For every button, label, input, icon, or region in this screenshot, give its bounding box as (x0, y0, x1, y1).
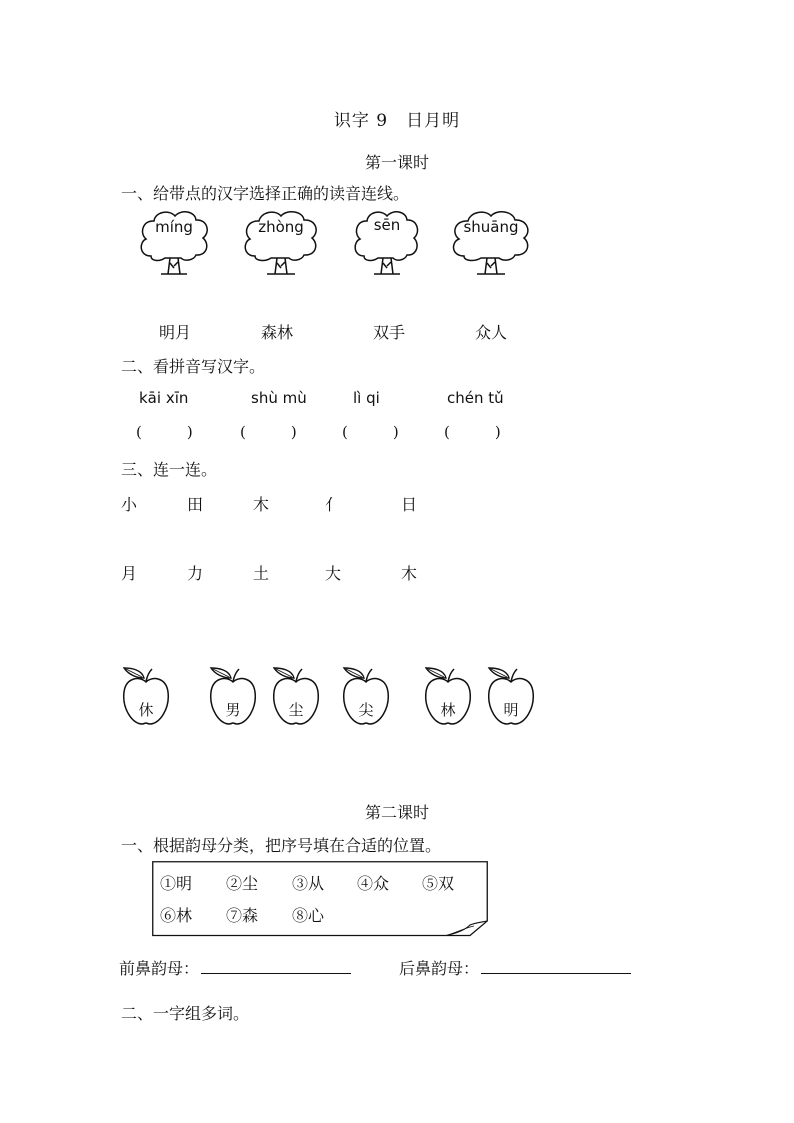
apple-icon (207, 666, 259, 728)
option-item: ⑤双 (422, 874, 455, 893)
option-item: ⑥林 (160, 906, 193, 925)
word-option: 众人 (475, 323, 508, 342)
answer-blank[interactable]: ( ) (240, 423, 297, 441)
back-nasal-label: 后鼻韵母： (399, 959, 480, 978)
match-char-top: 木 (253, 495, 270, 514)
question-3-prompt: 三、连一连。 (121, 460, 218, 479)
lesson-2-question-2-prompt: 二、一字组多词。 (121, 1004, 250, 1023)
back-nasal-row (399, 956, 631, 979)
options-box (152, 861, 488, 935)
tree-icon (352, 208, 422, 276)
match-char-bottom: 月 (121, 564, 138, 583)
front-nasal-label: 前鼻韵母： (119, 959, 200, 978)
option-item: ④众 (357, 874, 390, 893)
tree-pinyin: zhòng (258, 218, 304, 236)
word-option: 森林 (261, 323, 294, 342)
word-option: 双手 (373, 323, 406, 342)
apple-char: 尘 (288, 701, 304, 719)
apple-char: 尖 (358, 701, 374, 719)
option-item: ②尘 (226, 874, 259, 893)
apple-icon (120, 666, 172, 728)
back-nasal-blank[interactable] (481, 959, 631, 974)
pinyin-item: shù mù (251, 389, 307, 407)
pinyin-item: kāi xīn (139, 389, 189, 407)
pinyin-item: chén tǔ (447, 389, 504, 407)
front-nasal-row (119, 956, 351, 979)
answer-blank[interactable]: ( ) (342, 423, 399, 441)
apple-icon (485, 666, 537, 728)
lesson-1-heading: 第一课时 (364, 153, 429, 172)
match-char-top: 亻 (325, 495, 342, 514)
match-char-top: 小 (121, 495, 138, 514)
match-char-bottom: 大 (325, 564, 342, 583)
page-title: 识字 9 日月明 (333, 111, 461, 131)
tree-pinyin: míng (155, 218, 193, 236)
match-char-bottom: 力 (187, 564, 204, 583)
match-char-bottom: 木 (401, 564, 418, 583)
answer-blank[interactable]: ( ) (136, 423, 193, 441)
option-item: ⑧心 (292, 906, 325, 925)
lesson-2-heading: 第二课时 (364, 803, 429, 822)
lesson-2-question-1-prompt: 一、根据韵母分类，把序号填在合适的位置。 (121, 836, 442, 855)
question-1-prompt: 一、给带点的汉字选择正确的读音连线。 (121, 184, 410, 203)
pinyin-item: lì qi (353, 389, 380, 407)
question-2-prompt: 二、看拼音写汉字。 (121, 357, 266, 376)
match-char-top: 日 (401, 495, 418, 514)
tree-icon (241, 208, 321, 276)
tree-icon (137, 208, 211, 276)
match-char-top: 田 (187, 495, 204, 514)
tree-pinyin: sēn (373, 216, 401, 234)
match-char-bottom: 土 (253, 564, 270, 583)
apple-char: 林 (440, 701, 456, 719)
option-item: ③从 (292, 874, 325, 893)
apple-icon (340, 666, 392, 728)
apple-icon (422, 666, 474, 728)
front-nasal-blank[interactable] (201, 959, 351, 974)
option-item: ⑦森 (226, 906, 259, 925)
apple-icon (270, 666, 322, 728)
tree-pinyin: shuāng (463, 218, 519, 236)
word-option: 明月 (159, 323, 192, 342)
tree-icon (449, 208, 533, 276)
answer-blank[interactable]: ( ) (444, 423, 501, 441)
option-item: ①明 (160, 874, 193, 893)
apple-char: 男 (225, 701, 241, 719)
apple-char: 明 (503, 701, 519, 719)
apple-char: 休 (138, 701, 154, 719)
